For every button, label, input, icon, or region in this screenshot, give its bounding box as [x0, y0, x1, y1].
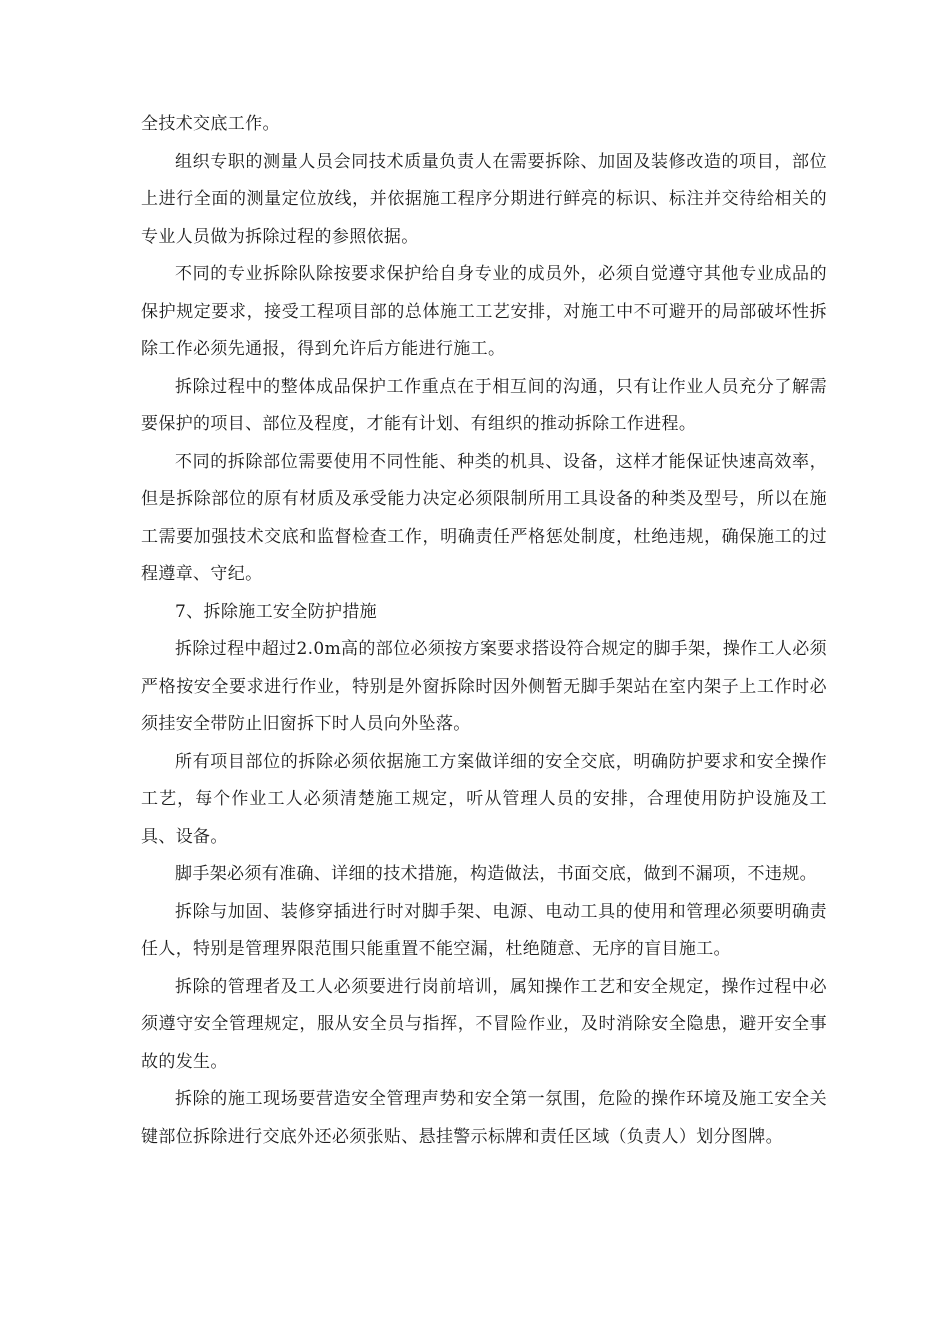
paragraph-site-signage: 拆除的施工现场要营造安全管理声势和安全第一氛围，危险的操作环境及施工安全关键部位拆除进行交底外还必须张贴、悬挂警示标牌和责任区域（负责人）划分图牌。 — [141, 1089, 827, 1147]
document-body — [141, 106, 827, 1156]
paragraph-equipment: 不同的拆除部位需要使用不同性能、种类的机具、设备，这样才能保证快速高效率，但是拆除部位的原有材质及承受能力决定必须限制所用工具设备的种类及型号，所以在施工需要加强技术交底和监督检查工作，明确责任严格惩处制度，杜绝违规，确保施工的过程遵章、守纪。 — [141, 451, 827, 584]
paragraph-scaffold-height: 拆除过程中超过2.0m高的部位必须按方案要求搭设符合规定的脚手架，操作工人必须严格按安全要求进行作业，特别是外窗拆除时因外侧暂无脚手架站在室内架子上工作时必须挂安全带防止旧窗拆下时人员向外坠落。 — [141, 639, 827, 734]
section-heading: 7、拆除施工安全防护措施 — [175, 601, 378, 622]
paragraph-scaffold-measures: 脚手架必须有准确、详细的技术措施，构造做法，书面交底，做到不漏项，不违规。 — [175, 864, 817, 884]
paragraph-team-protection: 不同的专业拆除队除按要求保护给自身专业的成员外，必须自觉遵守其他专业成品的保护规定要求，接受工程项目部的总体施工工艺安排，对施工中不可避开的局部破坏性拆除工作必须先通报，得到允许后方能进行施工。 — [141, 264, 827, 359]
paragraph-safety-briefing: 所有项目部位的拆除必须依据施工方案做详细的安全交底，明确防护要求和安全操作工艺，每个作业工人必须清楚施工规定，听从管理人员的安排，合理使用防护设施及工具、设备。 — [141, 751, 827, 847]
paragraph-training: 拆除的管理者及工人必须要进行岗前培训，属知操作工艺和安全规定，操作过程中必须遵守安全管理规定，服从安全员与指挥，不冒险作业，及时消除安全隐患，避开安全事故的发生。 — [141, 976, 827, 1072]
paragraph-communication: 拆除过程中的整体成品保护工作重点在于相互间的沟通，只有让作业人员充分了解需要保护的项目、部位及程度，才能有计划、有组织的推动拆除工作进程。 — [141, 376, 827, 434]
paragraph-responsibility: 拆除与加固、装修穿插进行时对脚手架、电源、电动工具的使用和管理必须要明确责任人，特别是管理界限范围只能重置不能空漏，杜绝随意、无序的盲目施工。 — [141, 901, 827, 959]
paragraph-continuation: 全技术交底工作。 — [141, 114, 280, 134]
paragraph-survey-layout: 组织专职的测量人员会同技术质量负责人在需要拆除、加固及装修改造的项目，部位上进行全面的测量定位放线，并依据施工程序分期进行鲜亮的标识、标注并交待给相关的专业人员做为拆除过程的参照依据。 — [141, 151, 827, 247]
